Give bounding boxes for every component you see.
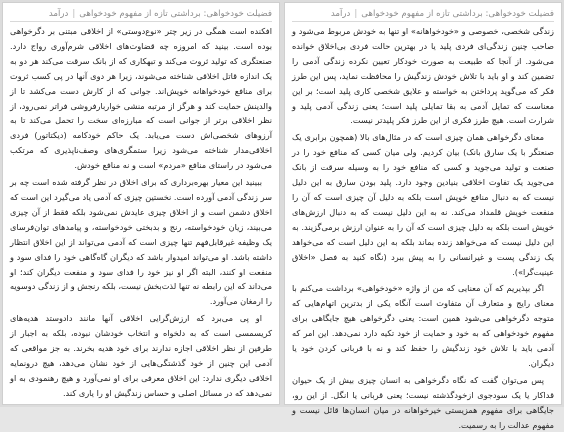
page-header <box>10 7 272 22</box>
header-book-title: فضیلت خودخواهی: برداشتی تازه از مفهوم خودخواهی <box>79 9 272 19</box>
paragraph: اگر بپذیریم که آن معنایی که من از واژه «خودخواهی» برداشت می‌کنم با معنای رایج و متعارف آن متفاوت است آنگاه یکی از بدترین اتهام‌هایی که متوجه دگرخواهی می‌شود همین است: یعنی دگرخواهی هیچ جایگاهی برای مفهوم خودخواهی که به خود و حمایت از خود تکیه دارد نمی‌دهد. این امر که آدمی باید با تلاش خود زندگیش را حفظ کند و نه با قربانی کردن خود یا دیگران. <box>292 283 554 368</box>
page-header <box>292 7 554 22</box>
header-section: درآمد <box>48 9 69 19</box>
left-page <box>2 2 280 405</box>
page-body <box>292 24 554 432</box>
paragraph: پس می‌توان گفت که نگاه دگرخواهی به انسان چیزی بیش از یک حیوان قداکار یا یک سودجوی ازخودگذشته نیست؛ یعنی قربانی یا انگل. از این رو، جایگاهی برای مفهوم همزیستی خیرخواهانه در میان انسان‌ها قائل نیست و مفهوم عدالت را به رسمیت. <box>292 374 554 430</box>
header-book-title: فضیلت خودخواهی: برداشتی تازه از مفهوم خودخواهی <box>361 9 554 19</box>
paragraph: افکنده است همگی در زیر چتر «نوع‌دوستی» از اخلاقی مبتنی بر دگرخواهی بوده است. بینید که امروزه چه قضاوت‌های اخلاقی شرم‌آوری رواج دارد. صنعتگری که تولید ثروت می‌کند و تبهکاری که از بانک سرقت می‌کند هر دو به یک اندازه قاتل اخلاقی شناخته می‌شوند، زیرا هر دوی آنها در پی کسب ثروت برای منافع خودخواهانه خویش‌اند. جوانی که از کارش دست می‌کشد تا از والدینش حمایت کند و هرگز از مرتبه منشی خواربارفروشی فراتر نمی‌رود، از نظر اخلاقی برتر از جوانی است که مبارزه‌ای سخت را تحمل می‌کند تا به آرزوهای شخصی‌اش دست می‌یابد. یک حاکم خودکامه (دیکتاتور) فردی اخلاقی‌مدار شناخته می‌شود زیرا ستمگری‌های وصف‌ناپذیری که مرتکب می‌شود در راستای منافع «مردم» است و نه منافع خودش. <box>10 26 272 171</box>
paragraph: زندگی شخصی، خصوصی و «خودخواهانه» او تنها به خودش مربوط می‌شود و صاحب چنین زندگی‌ای فردی پلید یا در بهترین حالت فردی بی‌اخلاق خوانده می‌شود. از آنجا که طبیعت به صورت خودکار تعیین نکرده زندگی آدمی را تضمین کند و او باید با تلاش خودش زندگیش را محافظت نماید، پس این طرز فکر که می‌گوید پرداختن به خواسته و علایق شخصی کاری پلید است؛ بر این معناست که تمایل آدمی به بقا تمایلی پلید است؛ یعنی زندگی آدمی پلید و شرارت است. هیچ طرز فکری از این طرز فکر پلیدتر نیست. <box>292 26 554 126</box>
paragraph: ببینید این معیار بهره‌برداری که برای اخلاق در نظر گرفته شده است چه بر سر زندگی آدمی آورده است. نخستین چیزی که آدمی یاد می‌گیرد این است که اخلاق دشمن است و از اخلاق چیزی عایدش نمی‌شود بلکه فقط از آن چیزی می‌بیند، زیان خودخواسته، رنج و بدبختی خودخواسته، و پیامدهای توان‌فرسای یک وظیفه غیرقابل‌فهم تنها چیزی است که آدمی می‌تواند از این اخلاق انتظار داشته باشد. او می‌تواند امیدوار باشد که دیگران گاه‌گاهی خود را فدای سود و منفعت او کنند، البته اگر او نیز خود را فدای سود و منفعت دیگران کند؛ او می‌داند که این رابطه نه تنها لذت‌بخش نیست، بلکه رنجش و از زندگی دوسویه را ارمغان می‌آورد. <box>10 177 272 307</box>
right-page <box>284 2 562 430</box>
header-section: درآمد <box>330 9 351 19</box>
paragraph: او پی می‌برد که ارزش‌گرایی اخلاقی آنها مانند دادوستد هدیه‌های کریسمسی است که به دلخواه و انتخاب خودشان نبوده، بلکه به اجبار از طرفین از نظر اخلاقی اجازه ندارند برای خود هدیه بخرند. به جز مواقعی که آدمی این چنین از خود گذشتگی‌هایی از خود نشان می‌دهد، هیچ درونمایه اخلاقی دیگری ندارد: این اخلاق معرفی برای او نمی‌آورد و هیچ رهنمودی به او نمی‌دهد که در مسائل اصلی و حساس زندگیش او را یاری کند. <box>10 313 272 398</box>
paragraph: معنای دگرخواهی همان چیزی است که در مثال‌های بالا (همچون برابری یک صنعتگر با یک سارق بانک) بیان کردیم. ولی میان کسی که منافع خود را در صنعت و تولید می‌جوید و کسی که منافع خود را به وسیله سرقت از بانک می‌جوید یک تفاوت اخلاقی بنیادین وجود دارد. پلید بودن سارق به این دلیل نیست که به دنبال منافع خویش است بلکه به دلیل آن چیزی است که آن را منفعت خویش قلمداد می‌کند. نه به این دلیل نیست که به دنبال ارزش‌های خویش است بلکه به دلیل چیزی است که آن را به عنوان ارزش برمی‌گزیند. به این دلیل نیست که می‌خواهد زنده بماند بلکه به این دلیل است که می‌خواهد یک زندگی پست و غیرانسانی را به پیش ببرد (نگاه کنید به فصل «اخلاق عینیت‌گرا»). <box>292 132 554 277</box>
page-body <box>10 24 272 401</box>
header-separator: | <box>354 9 358 19</box>
header-separator: | <box>72 9 76 19</box>
